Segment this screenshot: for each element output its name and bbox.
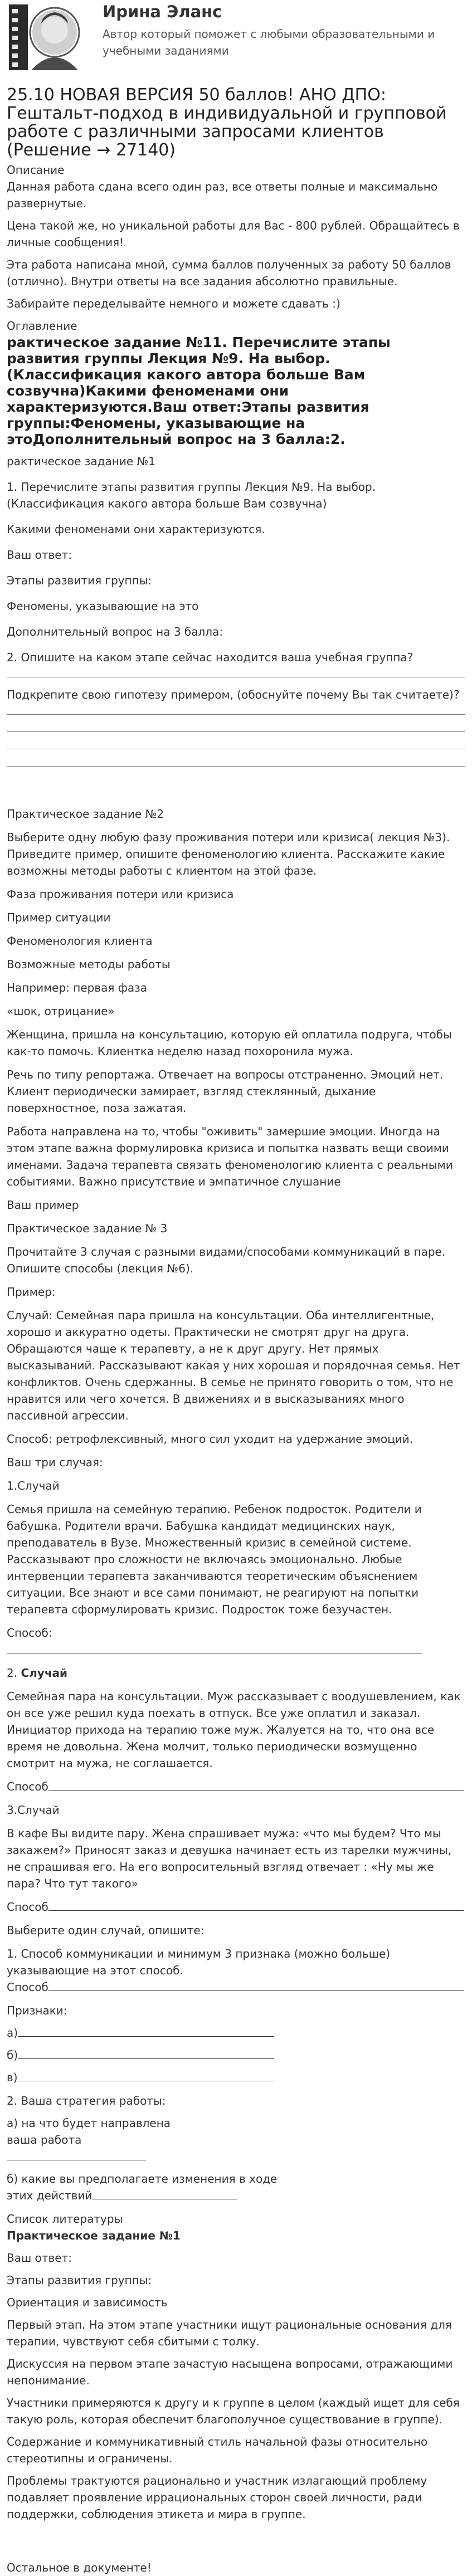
q2a-label: а) на что будет направлена ваша работа <box>7 2116 171 2146</box>
fill-line <box>48 1990 464 1991</box>
case3-text: В кафе Вы видите пару. Жена спрашивает мужа: «что мы будем? Что мы закажем?» Приносят заказ и девушка начинает есть из тарелки мужчины, не спрашивая его. На его вопросительный взгляд отвечает : «Ну мы же пара? Что тут такого» <box>7 1827 452 1890</box>
task3-way4 <box>7 1979 465 1996</box>
task1-title: рактическое задание №1 <box>7 455 156 468</box>
task1-phenomena2: Феномены, указывающие на это <box>7 599 199 613</box>
task2-work: Работа направлена на то, чтобы "оживить" замершие эмоции. Иногда на этом этапе важна формулировка кризиса и попытка назвать вещи своими именами. Задача терапевта связать феноменологию клиента с реальными событиями. Важно присутствие и эмпатичное слушание <box>7 1125 453 1188</box>
toc-label: Оглавление <box>7 319 77 333</box>
task1-question2: 2. Опишите на каком этапе сейчас находится ваша учебная группа? <box>7 651 413 664</box>
sign-a <box>7 2024 465 2041</box>
case3-way <box>7 1899 465 1915</box>
case1-way-label: Способ: <box>7 1626 52 1640</box>
description-p4: Забирайте переделывайте немного и можете сдавать :) <box>7 297 340 310</box>
author-name[interactable]: Ирина Эланс <box>103 2 222 21</box>
fill-line <box>18 2058 274 2059</box>
content <box>0 86 472 2576</box>
task3-signs: Признаки: <box>7 2004 67 2017</box>
work-title: 25.10 НОВАЯ ВЕРСИЯ 50 баллов! АНО ДПО: Гештальт-подход в индивидуальной и групповой работе с различными запросами клиентов (Решение → 27140) <box>7 85 447 160</box>
case2-way <box>7 1778 465 1795</box>
task1-extra: Дополнительный вопрос на 3 балла: <box>7 625 223 638</box>
answer1-label: Ваш ответ: <box>7 2251 72 2265</box>
sign-v <box>7 2069 465 2086</box>
case1-label: 1.Случай <box>7 1479 60 1492</box>
answer1-p5: Проблемы трактуются рационально и участник излагающий проблему подавляет проявление иррациональных сторон своей личности, ради поддержки, соблюдения этикета и мира в группе. <box>7 2474 427 2521</box>
task2-prompt: Выберите одну любую фазу проживания потери или кризиса( лекция №3). Приведите пример, опишите феноменологию клиента. Расскажите какие возможны методы работы с клиентом на этой фазе. <box>7 831 450 877</box>
description-p2: Цена такой же, но уникальной работы для Вас - 800 рублей. Обращайтесь в личные сообщения! <box>7 219 460 249</box>
task3-prompt: Прочитайте 3 случая с разными видами/способами коммуникаций в паре. Опишите способы (лекция №6). <box>7 1245 446 1275</box>
task3-title: Практическое задание № 3 <box>7 1222 168 1235</box>
task3-eg: Пример: <box>7 1285 56 1299</box>
toc-heading: рактическое задание №11. Перечислите этапы развития группы Лекция №9. На выбор. (Классификация какого автора больше Вам созвучна)Какими феноменами они характеризуются.Ваш ответ:Этапы развития группы:Феномены, указывающие на этоДополнительный вопрос на 3 балла:2. <box>7 334 391 447</box>
sign-b-label: б) <box>7 2048 18 2062</box>
answer1-p4: Содержание и коммуникативный стиль начальной фазы относительно стереотипны и ограничены. <box>7 2435 428 2465</box>
task2-speech: Речь по типу репортажа. Отвечает на вопросы отстраненно. Эмоций нет. Клиент периодически замирает, взгляд стеклянный, дыхание поверхностное, поза зажатая. <box>7 1068 444 1115</box>
task2-title: Практическое задание №2 <box>7 807 164 821</box>
task2-eg: Например: первая фаза <box>7 981 148 994</box>
case3-label: 3.Случай <box>7 1803 60 1817</box>
task3-method: Способ: ретрофлексивный, много сил уходит на удержание эмоций. <box>7 1432 413 1446</box>
case2-way-label: Способ <box>7 1780 48 1793</box>
case2-title: Случай <box>21 1666 68 1680</box>
author-info <box>103 1 448 59</box>
task3-three: Ваш три случая: <box>7 1456 103 1469</box>
case3-way-label: Способ <box>7 1900 48 1914</box>
description-p1: Данная работа сдана всего один раз, все ответы полные и максимально развернутые. <box>7 180 438 210</box>
bibliography-label: Список литературы <box>7 2212 123 2226</box>
task1-answer-label: Ваш ответ: <box>7 548 72 562</box>
answer1-p3: Участники примеряются к другу и к группе в целом (каждый ищет для себя такую роль, которая обеспечит благополучное существование в группе). <box>7 2396 460 2426</box>
task3-q2: 2. Ваша стратегия работы: <box>7 2094 166 2107</box>
sign-a-label: а) <box>7 2026 18 2040</box>
task3-choose: Выберите один случай, опишите: <box>7 1924 205 1937</box>
task2-phenomenology: Феноменология клиента <box>7 934 153 948</box>
task3-q2a <box>7 2115 185 2165</box>
answer1-stages: Этапы развития группы: <box>7 2273 152 2287</box>
q2b-label: б) какие вы предполагаете изменения в ходе этих действий <box>7 2172 278 2202</box>
way4-label: Способ <box>7 1980 48 1994</box>
answer1-orientation: Ориентация и зависимость <box>7 2296 168 2309</box>
task1-stages: Этапы развития группы: <box>7 574 152 587</box>
case1-text: Семья пришла на семейную терапию. Ребенок подросток. Родители и бабушка. Родители врачи. Бабушка кандидат медицинских наук, преподаватель в Вузе. Множественный кризис в семейной системе. Рассказывают про сложности не включаясь эмоционально. Любые интервенции терапевта заканчиваются теоретическим объяснением ситуации. Все знают и все сами понимают, не реагируют на попытки терапевта сформулировать кризис. Подросток тоже безучастен. <box>7 1502 422 1616</box>
description-p3: Эта работа написана мной, сумма баллов полученных за работу 50 баллов (отлично). Внутри ответы на все задания абсолютно правильные. <box>7 258 451 288</box>
author-tagline: Автор который поможет с любыми образовательными и учебными заданиями <box>103 27 435 57</box>
task2-your-example: Ваш пример <box>7 1198 79 1212</box>
task1-phenomena: Какими феноменами они характеризуются. <box>7 523 265 536</box>
fill-line <box>48 1910 464 1911</box>
task2-story: Женщина, пришла на консультацию, которую ей оплатила подруга, чтобы как-то помочь. Клиентка неделю назад похоронила мужа. <box>7 1028 452 1058</box>
case2-label <box>7 1665 465 1681</box>
task2-example: Пример ситуации <box>7 911 111 924</box>
task3-case: Случай: Семейная пара пришла на консультации. Оба интеллигентные, хорошо и аккуратно одеты. Практически не смотрят друг на друга. Обращаются чаще к терапевту, а не к друг другу. Нет прямых высказываний. Рассказывают какая у них хорошая и порядочная семья. Нет конфликтов. Очень сдержанны. В семье не принято говорить о том, что не нравится или чего хочется. В движениях и в высказываниях много пассивной агрессии. <box>7 1309 460 1422</box>
film-strip-icon <box>9 4 28 70</box>
task1-question: 1. Перечислите этапы развития группы Лекция №9. На выбор. (Классификация какого автора больше Вам созвучна) <box>7 480 376 510</box>
task2-shock: «шок, отрицание» <box>7 1004 115 1018</box>
task3-q2b <box>7 2170 302 2204</box>
task2-methods: Возможные методы работы <box>7 958 171 971</box>
sign-v-label: в) <box>7 2071 18 2084</box>
case1-way <box>7 1624 465 1658</box>
answer1-p1: Первый этап. На этом этапе участники ищут рациональные основания для терапии, чувствуют себя сбитыми с толку. <box>7 2318 452 2348</box>
author-header <box>0 0 472 76</box>
task1-hypothesis: Подкрепите свою гипотезу примером, (обоснуйте почему Вы так считаете)? <box>7 688 460 701</box>
case2-number: 2. <box>7 1666 18 1680</box>
case2-text: Семейная пара на консультации. Муж рассказывает с воодушевлением, как он все уже решил куда поехать в отпуск. Все уже оплатил и заказал. Инициатор прихода на терапию тоже муж. Жалуется на то, что она все время не довольна. Жена молчит, только периодически возмущенно смотрит на мужа, не соглашается. <box>7 1690 461 1770</box>
footer-rest: Остальное в документе! <box>7 2561 152 2574</box>
answer1-title: Практическое задание №1 <box>7 2229 181 2242</box>
avatar[interactable] <box>7 1 84 74</box>
answer1-p2: Дискуссия на первом этапе зачастую насыщена вопросами, отражающими непонимание. <box>7 2357 453 2387</box>
description-label: Описание <box>7 163 65 177</box>
fill-line <box>18 2036 274 2037</box>
task3-q1: 1. Способ коммуникации и минимум 3 признака (можно больше) указывающие на этот способ. <box>7 1947 391 1977</box>
sign-b <box>7 2047 465 2063</box>
task2-phase: Фаза проживания потери или кризиса <box>7 887 234 901</box>
